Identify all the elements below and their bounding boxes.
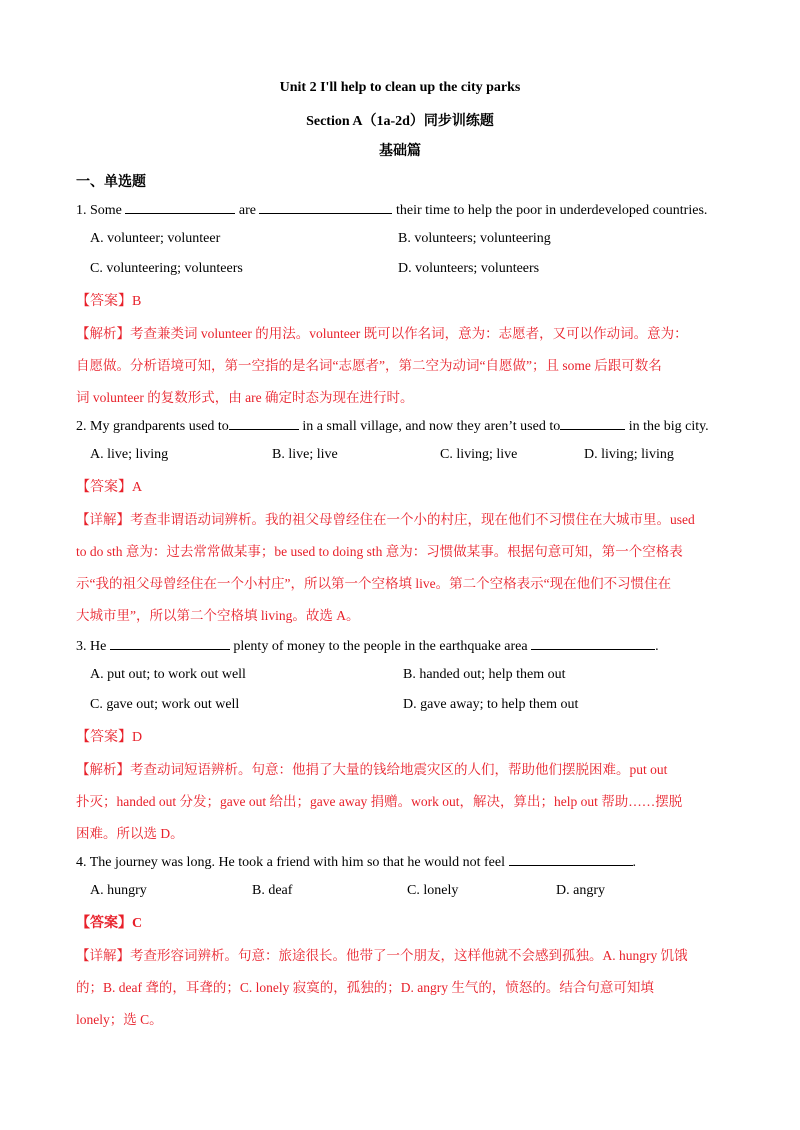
q1-option-d: D. volunteers; volunteers xyxy=(398,261,540,276)
q3-stem-part-b: plenty of money to the people in the earthquake area xyxy=(229,639,532,654)
q2-answer: 【答案】A xyxy=(76,480,143,495)
q4-stem-part-c: . xyxy=(632,855,636,870)
q3-blank-2 xyxy=(531,637,655,650)
question-2-stem xyxy=(76,417,726,435)
q2-blank-2 xyxy=(560,417,625,430)
q3-option-a: A. put out; to work out well xyxy=(90,667,246,682)
q2-option-c: C. living; live xyxy=(440,447,518,462)
q4-stem-part-a: 4. The journey was long. He took a friend with him so that he would not feel xyxy=(76,855,509,870)
q2-stem-part-a: 2. My grandparents used to xyxy=(76,419,229,434)
q2-option-d: D. living; living xyxy=(584,447,674,462)
q4-explanation-line-1: 【详解】考查形容词辨析。句意：旅途很长。他带了一个朋友，这样他就不会感到孤独。A. hungry 饥饿 xyxy=(76,948,688,963)
q4-option-d: D. angry xyxy=(556,883,605,898)
q3-option-c: C. gave out; work out well xyxy=(90,697,240,712)
q2-explanation-line-1: 【详解】考查非谓语动词辨析。我的祖父母曾经住在一个小的村庄，现在他们不习惯住在大城市里。used xyxy=(76,512,695,527)
q2-option-a: A. live; living xyxy=(90,447,169,462)
q1-option-c: C. volunteering; volunteers xyxy=(90,261,243,276)
q4-option-b: B. deaf xyxy=(252,883,293,898)
q4-blank-1 xyxy=(509,853,633,866)
q4-explanation-line-2: 的；B. deaf 聋的，耳聋的；C. lonely 寂寞的，孤独的；D. angry 生气的，愤怒的。结合句意可知填 xyxy=(76,980,654,995)
question-3-stem xyxy=(76,637,726,655)
q2-stem-part-c: in the big city. xyxy=(625,419,709,434)
question-1-stem xyxy=(76,201,726,219)
q2-explanation-line-2: to do sth 意为：过去常常做某事；be used to doing sth 意为：习惯做某事。根据句意可知，第一个空格表 xyxy=(76,544,683,559)
q1-blank-2 xyxy=(259,201,392,214)
question-4-stem xyxy=(76,853,726,871)
q4-option-c: C. lonely xyxy=(407,883,459,898)
level-heading: 基础篇 xyxy=(379,144,421,159)
q3-option-d: D. gave away; to help them out xyxy=(403,697,579,712)
q1-explanation-line-3: 词 volunteer 的复数形式，由 are 确定时态为现在进行时。 xyxy=(76,390,414,405)
q1-option-a: A. volunteer; volunteer xyxy=(90,231,221,246)
q4-option-a: A. hungry xyxy=(90,883,147,898)
page-subtitle: Section A（1a-2d）同步训练题 xyxy=(306,114,494,129)
q1-stem-part-b: are xyxy=(235,203,260,218)
q1-explanation-line-1: 【解析】考查兼类词 volunteer 的用法。volunteer 既可以作名词，意为：志愿者，又可以作动词。意为： xyxy=(76,326,688,341)
page-title: Unit 2 I'll help to clean up the city parks xyxy=(279,80,521,95)
q1-stem-part-c: their time to help the poor in underdeveloped countries. xyxy=(392,203,708,218)
q2-explanation-line-3: 示“我的祖父母曾经住在一个小村庄”，所以第一个空格填 live。第二个空格表示“现在他们不习惯住在 xyxy=(76,576,672,591)
section-heading: 一、单选题 xyxy=(76,175,146,190)
q1-answer: 【答案】B xyxy=(76,294,142,309)
q2-option-b: B. live; live xyxy=(272,447,338,462)
q3-explanation-line-1: 【解析】考查动词短语辨析。句意：他捐了大量的钱给地震灾区的人们，帮助他们摆脱困难。put out xyxy=(76,762,668,777)
q2-blank-1 xyxy=(229,417,299,430)
q4-answer: 【答案】C xyxy=(76,916,143,931)
q4-explanation-line-3: lonely；选 C。 xyxy=(76,1012,163,1027)
q1-blank-1 xyxy=(125,201,235,214)
q3-stem-part-c: . xyxy=(655,639,659,654)
q3-explanation-line-3: 困难。所以选 D。 xyxy=(76,826,184,841)
q1-option-b: B. volunteers; volunteering xyxy=(398,231,551,246)
q3-stem-part-a: 3. He xyxy=(76,639,110,654)
q3-explanation-line-2: 扑灭；handed out 分发；gave out 给出；gave away 捐赠。work out，解决，算出；help out 帮助……摆脱 xyxy=(76,794,683,809)
q3-option-b: B. handed out; help them out xyxy=(403,667,566,682)
q3-answer: 【答案】D xyxy=(76,730,143,745)
q2-stem-part-b: in a small village, and now they aren’t used to xyxy=(298,419,561,434)
q3-blank-1 xyxy=(110,637,230,650)
q2-explanation-line-4: 大城市里”，所以第二个空格填 living。故选 A。 xyxy=(76,608,360,623)
q1-stem-part-a: 1. Some xyxy=(76,203,126,218)
q1-explanation-line-2: 自愿做。分析语境可知，第一空指的是名词“志愿者”，第二空为动词“自愿做”；且 some 后跟可数名 xyxy=(76,358,662,373)
